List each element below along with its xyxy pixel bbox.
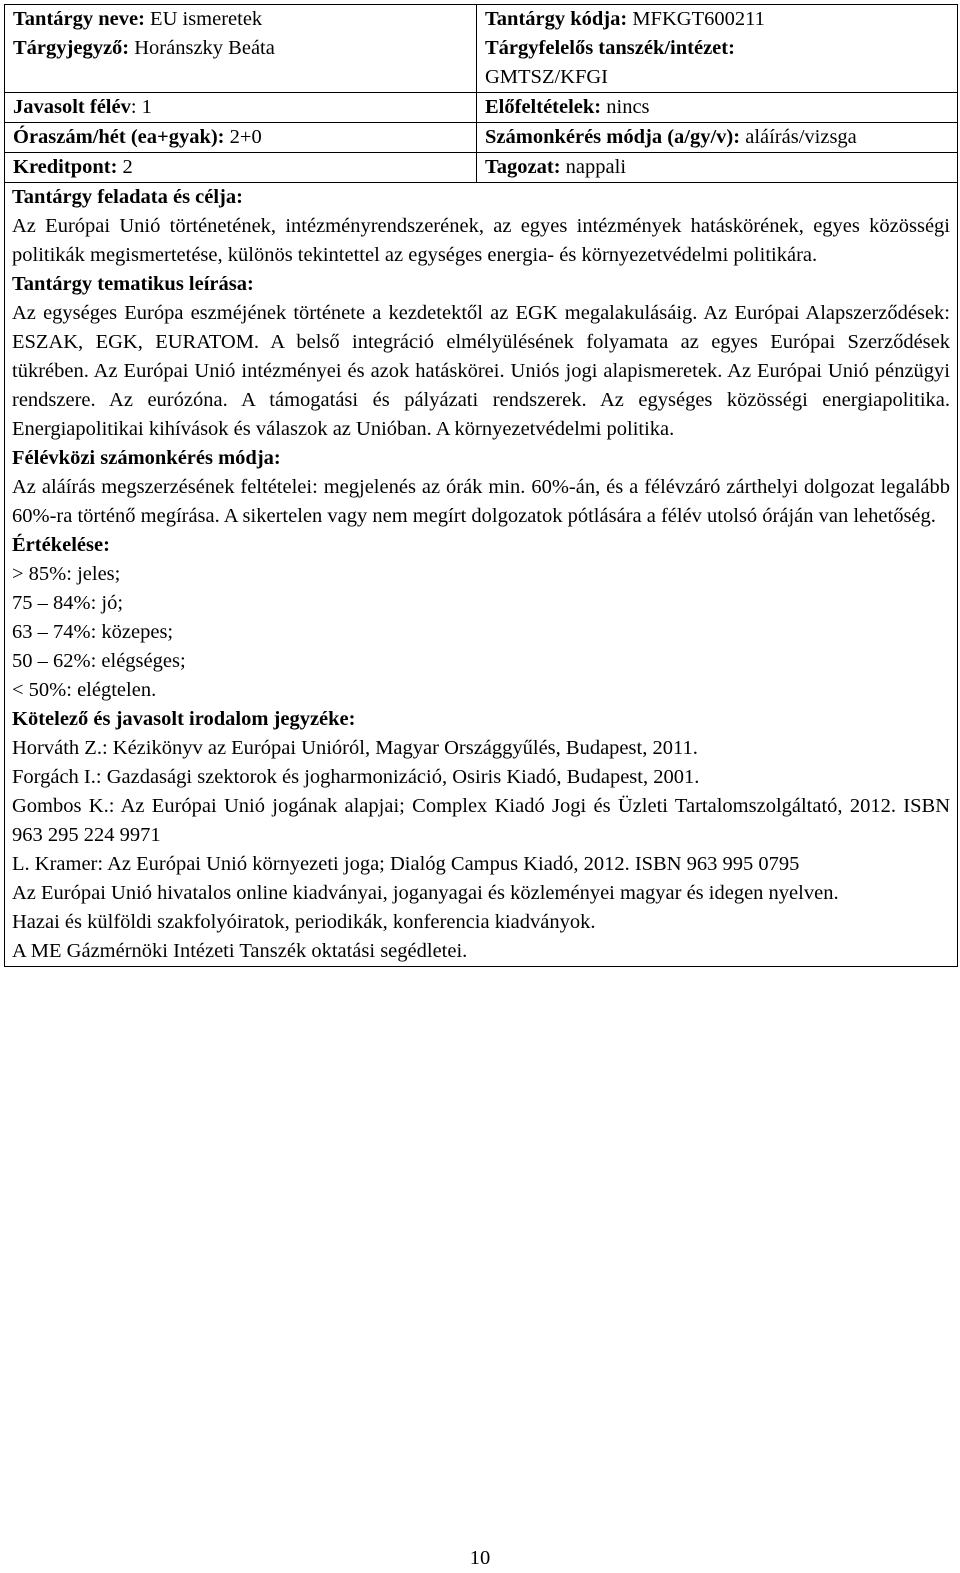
literature-heading: Kötelező és javasolt irodalom jegyzéke: [12, 708, 356, 730]
body-row [5, 183, 957, 966]
page-number: 10 [469, 1547, 491, 1569]
assessment-text: Az aláírás megszerzésének feltételei: megjelenés az órák min. 60%-án, és a félévzáró zárthelyi dolgozat legalább 60%-ra történő megírása. A sikertelen vagy nem megírt dolgozatok pótlására a félév utolsó óráján van lehetőség. [12, 476, 950, 527]
grading-heading: Értékelése: [12, 534, 110, 556]
assessment-heading: Félévközi számonkérés módja: [12, 447, 281, 469]
exam-type-label: Számonkérés módja (a/gy/v): [485, 126, 741, 148]
header-row-1 [5, 5, 957, 93]
mode-cell [477, 153, 957, 182]
exam-type-cell [477, 123, 957, 152]
prerequisites-label: Előfeltételek: [485, 96, 602, 118]
course-name-value: EU ismeretek [144, 8, 263, 30]
hours-cell [5, 123, 477, 152]
hours-value: 2+0 [224, 126, 262, 148]
department-value: GMTSZ/KFGI [485, 66, 609, 88]
mode-value: nappali [560, 156, 627, 178]
course-name-cell [5, 5, 477, 92]
topic-text: Az egységes Európa eszméjének története a kezdetektől az EGK megalakulásáig. Az Európai Alapszerződések: ESZAK, EGK, EURATOM. A belső integráció elmélyülésének folyamata az egyes Európai Szerződések tükrében. Az Európai Unió intézményei és azok hatáskörei. Uniós jogi alapismeretek. Az Európai Unió pénzügyi rendszere. Az eurózóna. A támogatási és pályázati rendszerek. Az egységes közösségi energiapolitika. Energiapolitikai kihívások és válaszok az Unióban. A környezetvédelmi politika. [12, 302, 950, 440]
literature-item: Az Európai Unió hivatalos online kiadványai, joganyagai és közleményei magyar és idegen nyelven. [12, 882, 839, 904]
grade-item: 75 – 84%: jó; [12, 592, 124, 614]
lecturer-label: Tárgyjegyző: [13, 37, 130, 59]
grade-item: 50 – 62%: elégséges; [12, 650, 186, 672]
lecturer-value: Horánszky Beáta [129, 37, 275, 59]
header-row-2 [5, 93, 957, 123]
semester-cell [5, 93, 477, 122]
course-code-cell [477, 5, 957, 92]
literature-item: Horváth Z.: Kézikönyv az Európai Unióról, Magyar Országgyűlés, Budapest, 2011. [12, 737, 698, 759]
grade-item: 63 – 74%: közepes; [12, 621, 174, 643]
goal-heading: Tantárgy feladata és célja: [12, 186, 243, 208]
header-row-3 [5, 123, 957, 153]
course-sheet [4, 4, 958, 967]
literature-item: Forgách I.: Gazdasági szektorok és jogharmonizáció, Osiris Kiadó, Budapest, 2001. [12, 766, 700, 788]
goal-text: Az Európai Unió történetének, intézményrendszerének, az egyes intézmények hatáskörének, egyes közösségi politikák megismertetése, különös tekintettel az egységes energia- és környezetvédelmi politikára. [12, 215, 950, 266]
course-description [5, 183, 957, 966]
course-code-label: Tantárgy kódja: [485, 8, 628, 30]
credits-label: Kreditpont: [13, 156, 118, 178]
literature-item: L. Kramer: Az Európai Unió környezeti joga; Dialóg Campus Kiadó, 2012. ISBN 963 995 0795 [12, 853, 800, 875]
prerequisites-value: nincs [601, 96, 650, 118]
header-row-4 [5, 153, 957, 183]
grade-item: < 50%: elégtelen. [12, 679, 157, 701]
grade-item: > 85%: jeles; [12, 563, 121, 585]
mode-label: Tagozat: [485, 156, 561, 178]
semester-label: Javasolt félév [13, 96, 131, 118]
semester-value: : 1 [130, 96, 152, 118]
exam-type-value: aláírás/vizsga [740, 126, 857, 148]
literature-item: Hazai és külföldi szakfolyóiratok, periodikák, konferencia kiadványok. [12, 911, 596, 933]
course-name-label: Tantárgy neve: [13, 8, 145, 30]
credits-value: 2 [117, 156, 133, 178]
course-code-value: MFKGT600211 [627, 8, 765, 30]
department-label: Tárgyfelelős tanszék/intézet: [485, 37, 735, 59]
topic-heading: Tantárgy tematikus leírása: [12, 273, 254, 295]
literature-item: A ME Gázmérnöki Intézeti Tanszék oktatási segédletei. [12, 940, 468, 962]
credits-cell [5, 153, 477, 182]
hours-label: Óraszám/hét (ea+gyak): [13, 126, 225, 148]
literature-item: Gombos K.: Az Európai Unió jogának alapjai; Complex Kiadó Jogi és Üzleti Tartalomszolgáltató, 2012. ISBN 963 295 224 9971 [12, 795, 950, 846]
prerequisites-cell [477, 93, 957, 122]
